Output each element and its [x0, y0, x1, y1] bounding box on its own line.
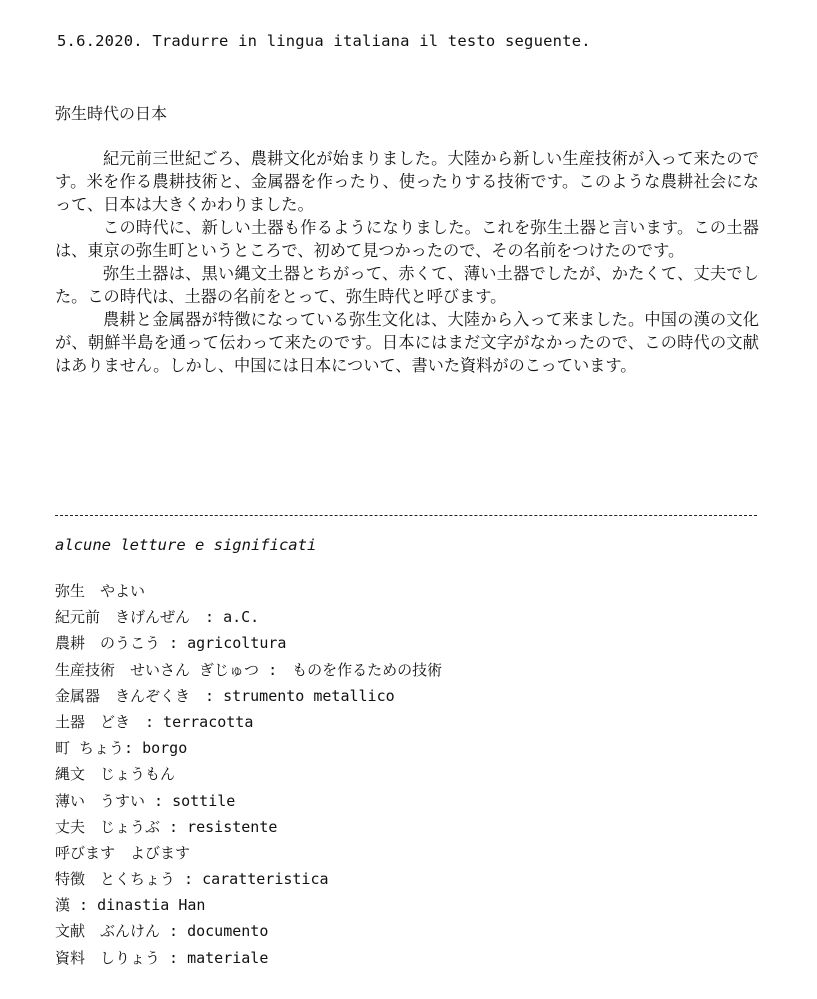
vocabulary-item: 生産技術 せいさん ぎじゅつ : ものを作るための技術: [55, 660, 443, 679]
assignment-header: 5.6.2020. Tradurre in lingua italiana il testo seguente.: [57, 32, 591, 50]
paragraph: 弥生土器は、黒い縄文土器とちがって、赤くて、薄い土器でしたが、かたくて、丈夫でした。この時代は、土器の名前をとって、弥生時代と呼びます。: [55, 264, 759, 306]
vocabulary-item: 町 ちょう: borgo: [55, 739, 188, 758]
vocabulary-item: 金属器 きんぞくき : strumento metallico: [55, 686, 395, 705]
paragraph: この時代に、新しい土器も作るようになりました。これを弥生土器と言います。この土器は、東京の弥生町というところで、初めて見つかったので、その名前をつけたのです。: [55, 218, 759, 260]
vocabulary-item: 薄い うすい : sottile: [55, 791, 236, 810]
vocabulary-item: 土器 どき : terracotta: [55, 712, 254, 731]
paragraph: 紀元前三世紀ごろ、農耕文化が始まりました。大陸から新しい生産技術が入って来たのです。米を作る農耕技術と、金属器を作ったり、使ったりする技術です。このような農耕社会になって、日本は大きくかわりました。: [55, 149, 759, 214]
vocabulary-item: 特徴 とくちょう : caratteristica: [55, 870, 329, 889]
vocabulary-list: [55, 578, 442, 971]
vocabulary-item: 漢 : dinastia Han: [55, 896, 206, 915]
reading-passage: [55, 147, 759, 377]
text-title: 弥生時代の日本: [55, 104, 168, 123]
vocabulary-item: 紀元前 きげんぜん : a.C.: [55, 608, 260, 627]
vocabulary-item: 丈夫 じょうぶ : resistente: [55, 817, 278, 836]
vocabulary-item: 農耕 のうこう : agricoltura: [55, 634, 287, 653]
vocabulary-item: 縄文 じょうもん: [55, 765, 176, 784]
vocabulary-item: 呼びます よびます: [55, 843, 191, 862]
section-divider: [55, 515, 757, 516]
vocabulary-item: 弥生 やよい: [55, 582, 146, 600]
vocabulary-item: 資料 しりょう : materiale: [55, 948, 269, 967]
vocabulary-heading: alcune letture e significati: [55, 536, 317, 554]
vocabulary-item: 文献 ぶんけん : documento: [55, 922, 269, 941]
paragraph: 農耕と金属器が特徴になっている弥生文化は、大陸から入って来ました。中国の漢の文化が、朝鮮半島を通って伝わって来たのです。日本にはまだ文字がなかったので、この時代の文献はありません。しかし、中国には日本について、書いた資料がのこっています。: [55, 310, 759, 375]
